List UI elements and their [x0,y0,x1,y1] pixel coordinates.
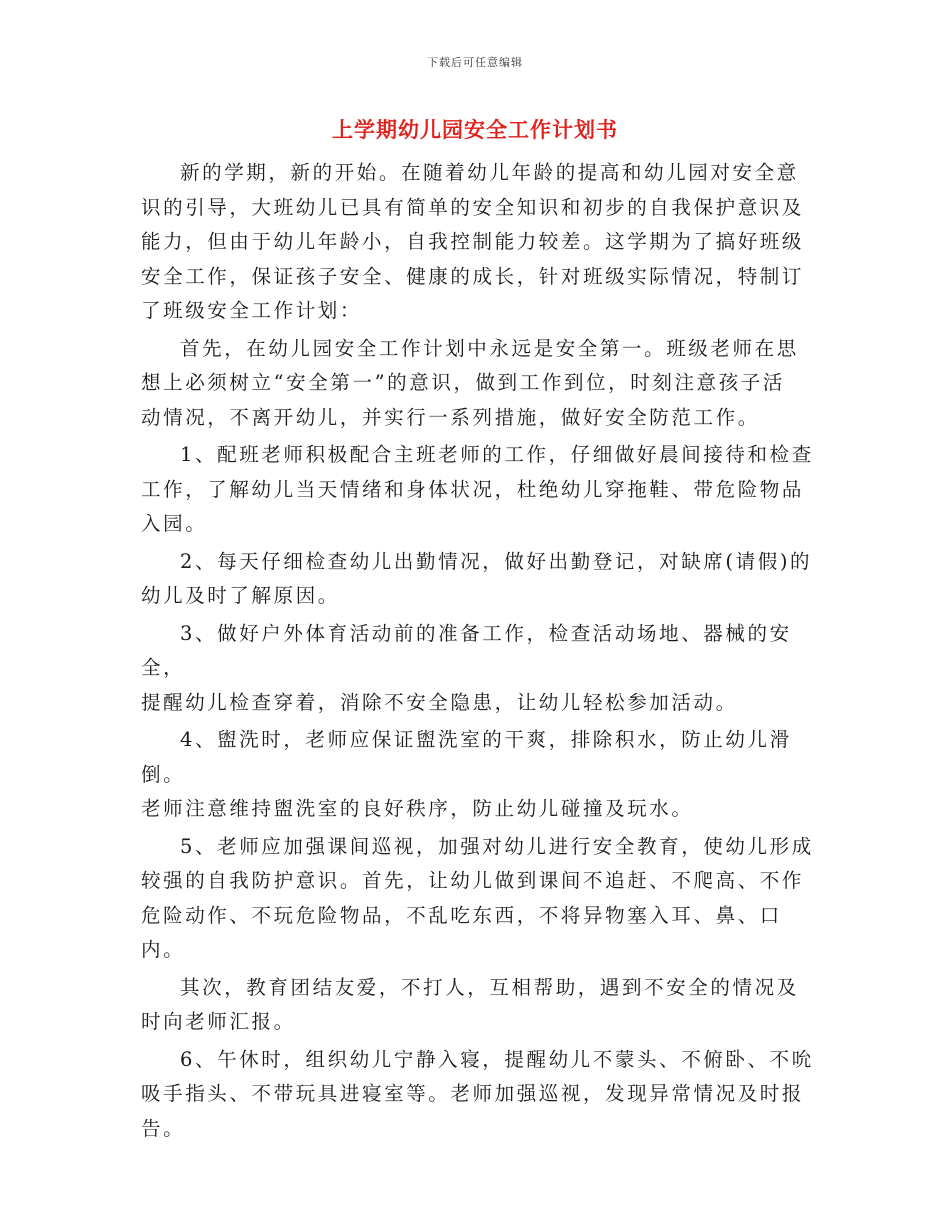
paragraph-item-2: 2、每天仔细检查幼儿出勤情况，做好出勤登记，对缺席(请假)的 幼儿及时了解原因。 [141,549,813,607]
paragraph-item-3: 3、做好户外体育活动前的准备工作，检查活动场地、器械的安全， 提醒幼儿检查穿着，消除不安全隐患，让幼儿轻松参加活动。 [141,621,792,714]
document-title: 上学期幼儿园安全工作计划书 [332,118,618,142]
header-note: 下载后可任意编辑 [427,56,523,69]
document-body [141,156,821,1149]
paragraph-safety-first: 首先，在幼儿园安全工作计划中永远是安全第一。班级老师在思 想上必须树立“安全第一”的意识，做到工作到位，时刻注意孩子活 动情况，不离开幼儿，并实行一系列措施，做好安全防范工作。 [141,336,799,429]
paragraph-item-1: 1、配班老师积极配合主班老师的工作，仔细做好晨间接待和检查 工作，了解幼儿当天情绪和身体状况，杜绝幼儿穿拖鞋、带危险物品 入园。 [141,443,814,535]
paragraph-next: 其次，教育团结友爱，不打人，互相帮助，遇到不安全的情况及 时向老师汇报。 [141,975,799,1033]
paragraph-intro: 新的学期，新的开始。在随着幼儿年龄的提高和幼儿园对安全意 识的引导，大班幼儿已具有简单的安全知识和初步的自我保护意识及 能力，但由于幼儿年龄小，自我控制能力较差。这学期为了搞好班级 安全工作，保证孩子安全、健康的成长，针对班级实际情况，特制订 了班级安全工作计划： [141,161,805,322]
paragraph-item-6: 6、午休时，组织幼儿宁静入寝，提醒幼儿不蒙头、不俯卧、不吮 吸手指头、不带玩具进寝室等。老师加强巡视，发现异常情况及时报 告。 [141,1047,814,1140]
paragraph-item-5: 5、老师应加强课间巡视，加强对幼儿进行安全教育，使幼儿形成 较强的自我防护意识。首先，让幼儿做到课间不追赶、不爬高、不作 危险动作、不玩危险物品，不乱吃东西，不将异物塞入耳、鼻、口内。 [141,834,814,961]
paragraph-item-4: 4、盥洗时，老师应保证盥洗室的干爽，排除积水，防止幼儿滑倒。 老师注意维持盥洗室的良好秩序，防止幼儿碰撞及玩水。 [141,728,792,820]
